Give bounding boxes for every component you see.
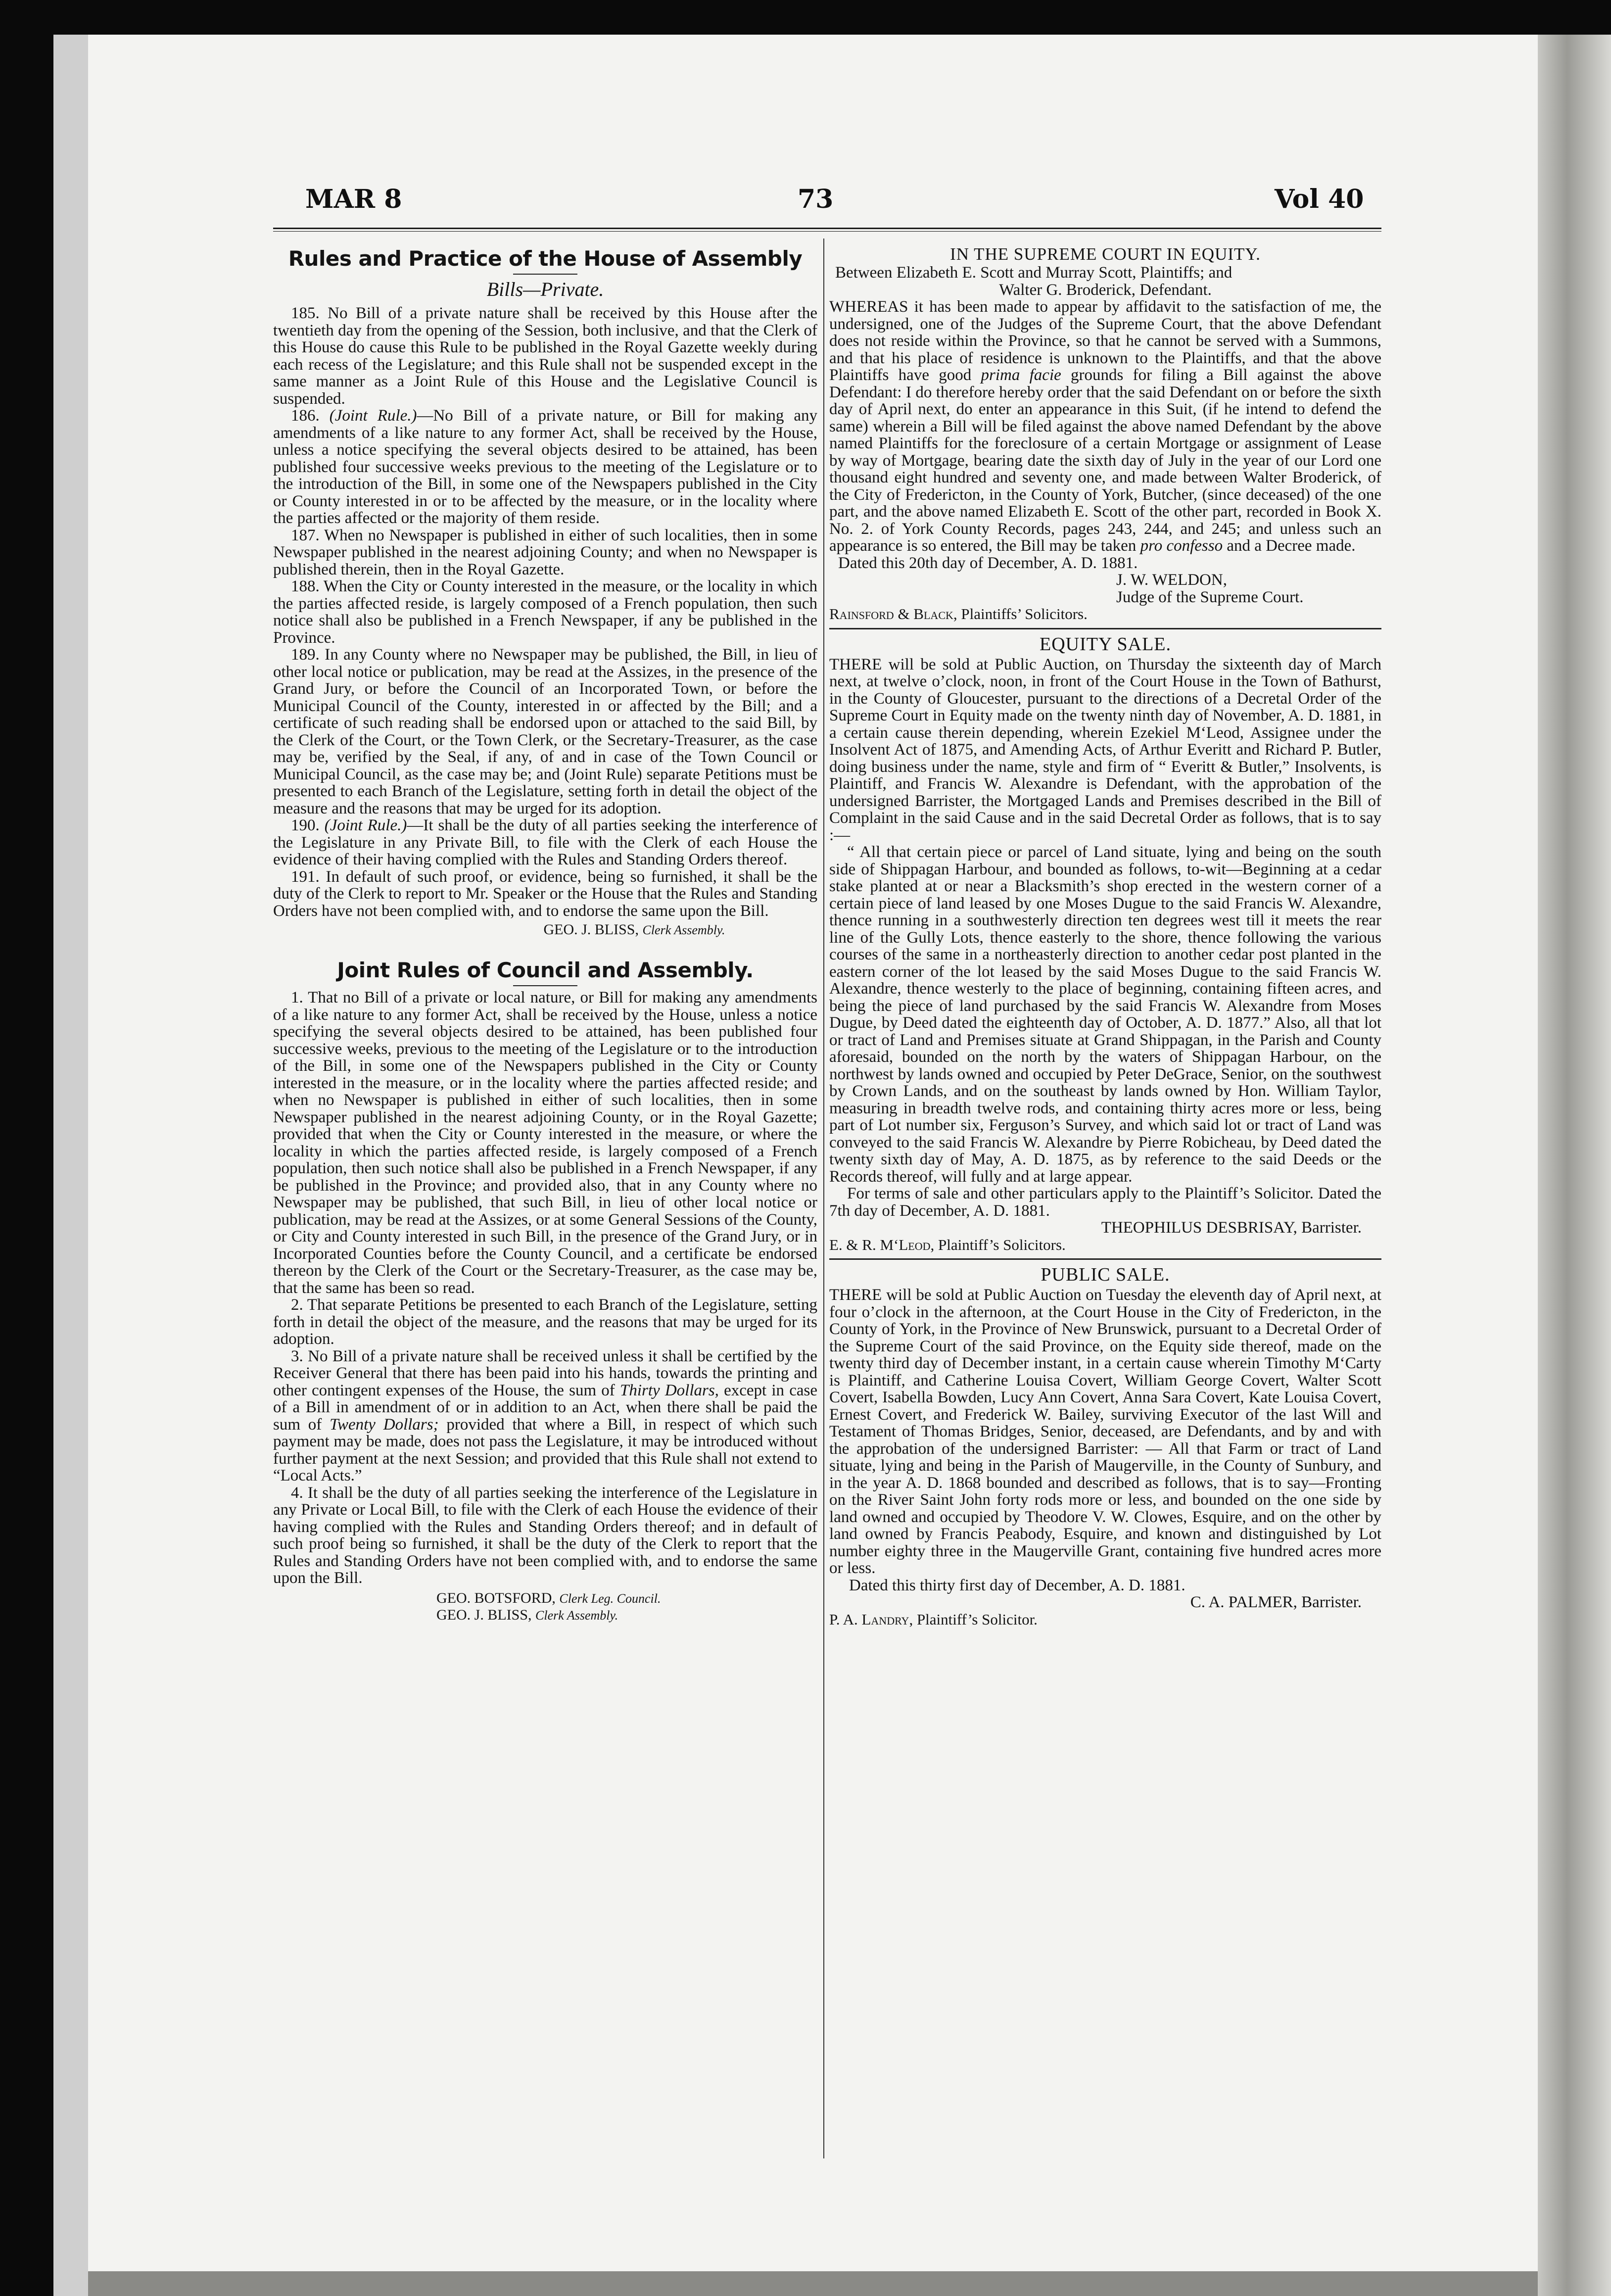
joint-rule-3 — [273, 1348, 817, 1484]
equity-notice-judge: J. W. WELDON, — [1116, 571, 1227, 589]
joint-rule-3-amount: Twenty Dollars; — [330, 1415, 439, 1434]
joint-title-divider — [513, 985, 577, 986]
equity-notice-parties: Between Elizabeth E. Scott and Murray Scott, Plaintiffs; and — [835, 264, 1232, 282]
joint-rule-1: 1. That no Bill of a private or local nature, or Bill for making any amendments of a like nature to any former Act, shall be received by the House, unless a notice specifying the several objects desired to be attained, has been published four successive weeks, previous to the meeting of the Legislature or to the introduction of the Bill, in some one of the Newspapers published in the City or County interested in the measure, or in the locality where the parties affected reside; and when no Newspaper is published in either of such localities, then in some Newspaper published in the nearest adjoining County, or in the Royal Gazette; provided that when the City or County interested in the measure, or where the locality in which the parties affected reside, is largely composed of a French population, then such notice shall also be published in a French Newspaper, if any be published in the Province; and provided also, that in any County where no Newspaper may be published, that such Bill, in lieu of other local notice or publication, may be read at the Assizes, or at some General Sessions of the County, or City and County interested in such Bill, in the presence of the Grand Jury, or in Incorporated Counties before the County Council, and a certificate be endorsed thereon by the Clerk of the Court or the Secretary-Treasurer, as the case may be, that the same has been so read. — [273, 989, 817, 1297]
scan-left-border — [0, 0, 53, 2296]
equity-sale-terms: For terms of sale and other particulars apply to the Plaintiff’s Solicitor. Dated the 7th day of December, A. D. 1881. — [829, 1185, 1381, 1220]
public-sale-body: THERE will be sold at Public Auction on Tuesday the eleventh day of April next, at four o’clock in the afternoon, at the Court House in the City of Fredericton, in the County of York, in the Province of New Brunswick, pursuant to a Decretal Order of the Supreme Court of the said Province, on the Equity side thereof, made on the twenty third day of December instant, in a certain cause wherein Timothy M‘Carty is Plaintiff, and Catherine Louisa Covert, William George Covert, Walter Scott Covert, Isabella Bowden, Lucy Ann Covert, Anna Sara Covert, Kate Louisa Covert, Ernest Covert, and Frederick W. Bailey, surviving Executor of the last Will and Testament of Thomas Bridges, Senior, deceased, are Defendants, and by and with the approbation of the undersigned Barrister: — All that Farm or tract of Land situate, lying and being in the Parish of Maugerville, in the County of Sunbury, and in the year A. D. 1868 bounded and described as follows, that is to say—Fronting on the River Saint John forty rods more or less, and bounded on the one side by land owned and occupied by Theodore V. W. Clowes, Esquire, and on the other by land owned by Francis Peabody, Esquire, and known and distinguished by Lot number eighty three in the Maugerville Grant, containing five hundred acres more or less. — [829, 1286, 1381, 1577]
left-column — [273, 246, 817, 2191]
rule-189: 189. In any County where no Newspaper may be published, the Bill, in lieu of other local notice or publication, may be read at the Assizes, in the presence of the Grand Jury, or before the Council of an Incorporated Town, or before the Municipal Council of the County, interested in or affected by the Bill; and a certificate of such reading shall be endorsed upon or attached to the said Bill, by the Clerk of the Court, or the Town Clerk, or the Secretary-Treasurer, as the case may be, verified by the Seal, if any, of and in case of the Town Council or Municipal Council, as the case may be; and (Joint Rule) separate Petitions must be presented to each Branch of the Legislature, setting forth in detail the object of the measure and the reasons that may be urged for its adoption. — [273, 646, 817, 817]
equity-sale-solicitors-name: E. & R. M‘Leod — [829, 1236, 931, 1253]
right-column — [829, 244, 1381, 2189]
equity-notice-body — [829, 298, 1381, 555]
public-sale-title: PUBLIC SALE. — [1041, 1264, 1170, 1285]
column-divider — [823, 239, 824, 2158]
equity-sale-description: “ All that certain piece or parcel of Land situate, lying and being on the south side of Shippagan Harbour, and bounded as follows, to-wit—Beginning at a cedar stake planted at or near a Blacksmith’s shop erected in the western corner of a certain piece of land leased by one Moses Dugue to the said Francis W. Alexandre, thence running in a southwesterly direction ten degrees west till it meets the rear line of the Gully Lots, thence easterly to the shore, thence following the various courses of the same in a northeasterly direction to another cedar post planted in the eastern corner of the lot leased by the said Moses Dugue to the said Francis W. Alexandre, thence westerly to the place of beginning, containing fifteen acres, and being the piece of land purchased by the said Francis W. Alexandre from Moses Dugue, by Deed dated the eighteenth day of October, A. D. 1877.” Also, all that lot or tract of Land and Premises situate at Grand Shippagan, in the Parish and County aforesaid, bounded on the north by the waters of Shippagan Harbour, on the northwest by lands owned and occupied by Peter DeGrace, Senior, on the southwest by Crown Lands, and on the southeast by lands owned by Hon. William Taylor, measuring in breadth twelve rods, and containing thirty acres more or less, being part of Lot number six, Ferguson’s Survey, and which said lot or tract of Land was conveyed to the said Francis W. Alexandre by Pierre Robicheau, by Deed dated the twenty sixth day of May, A. D. 1875, as by reference to the said Deeds or the Records thereof, will fully and at large appear. — [829, 843, 1381, 1186]
rules-signature-name: GEO. J. BLISS, — [543, 921, 643, 938]
rules-section-title: Rules and Practice of the House of Assembly — [288, 246, 803, 271]
joint-signature-assembly-title: Clerk Assembly. — [535, 1608, 618, 1623]
joint-rule-2: 2. That separate Petitions be presented to each Branch of the Legislature, setting forth in detail the object of the measure, and the reasons that may be urged for its adoption. — [273, 1296, 817, 1348]
scan-bottom-shadow — [88, 2271, 1538, 2296]
equity-sale-solicitors — [829, 1237, 1381, 1254]
rule-190-tag: (Joint Rule.) — [324, 816, 407, 834]
joint-rule-3-part: provided that where a Bill, in respect of which such payment may be made, does not pass the Legislature, it may be introduced without further payment at the next Session; and provided that this Rule shall not extend to “Local Acts.” — [273, 1415, 817, 1484]
equity-sale-body: THERE will be sold at Public Auction, on Thursday the sixteenth day of March next, at twelve o’clock, noon, in front of the Court House in the Town of Bathurst, in the County of Gloucester, pursuant to the directions of a Decretal Order of the Supreme Court in Equity made on the twenty ninth day of November, A. D. 1881, in a certain cause therein depending, wherein Ezekiel M‘Leod, Assignee under the Insolvent Act of 1875, and Amending Acts, of Arthur Everitt and Richard P. Butler, doing business under the name, style and firm of “ Everitt & Butler,” Insolvents, is Plaintiff, and Francis W. Alexandre is Defendant, with the approbation of the undersigned Barrister, the Mortgaged Lands and Premises described in the Bill of Complaint in the said Cause and in the said Decretal Order as follows, that is to say :— — [829, 655, 1381, 844]
joint-signature-assembly-name: GEO. J. BLISS, — [436, 1606, 536, 1623]
equity-notice-title: IN THE SUPREME COURT IN EQUITY. — [950, 244, 1261, 264]
rule-185: 185. No Bill of a private nature shall be received by this House after the twentieth day from the opening of the Session, both inclusive, and that the Clerk of this House do cause this Rule to be published in the Royal Gazette weekly during each recess of the Legislature; and this Rule shall not be suspended except in the same manner as a Joint Rule of this House and the Legislative Council is suspended. — [273, 304, 817, 408]
rule-186-tag: (Joint Rule.) — [329, 407, 417, 425]
scan-left-margin — [53, 35, 88, 2296]
joint-signature-council — [273, 1590, 817, 1607]
equity-sale-title: EQUITY SALE. — [1040, 633, 1171, 655]
equity-notice-solicitors-role: , Plaintiffs’ Solicitors. — [953, 605, 1088, 622]
public-sale-date: Dated this thirty first day of December, A. D. 1881. — [849, 1576, 1185, 1594]
joint-rule-3-part: except in case of a Bill in amendment of or in addition to an Act, when there shall be paid the sum of — [273, 1381, 817, 1434]
title-divider — [513, 274, 577, 275]
section-rule — [829, 628, 1381, 629]
rule-186-text: —No Bill of a private nature, or Bill for making any amendments of a like nature to any former Act, shall be received by the House, unless a notice specifying the several objects desired to be attained, has been published four successive weeks previous to the meeting of the Legislature or to the introduction of the Bill, in some one of the Newspapers published in the City or County interested in or to be affected by the measure, or in the locality where the parties affected or the majority of them reside. — [273, 407, 818, 527]
equity-notice-date: Dated this 20th day of December, A. D. 1881. — [838, 554, 1138, 572]
joint-rules-title: Joint Rules of Council and Assembly. — [337, 958, 754, 982]
rule-190 — [273, 817, 817, 868]
scan-top-border — [0, 0, 1611, 35]
rule-190-text: —It shall be the duty of all parties seeking the interference of the Legislature in any Private Bill, to file with the Clerk of each House the evidence of their having complied with the Rules and Standing Orders thereof. — [273, 816, 818, 868]
joint-rule-3-part: 3. No Bill of a private nature shall be received unless it shall be certified by the Receiver General that there has been paid into his hands, towards the printing and other contingent expenses of the House, the sum of — [273, 1347, 817, 1399]
equity-notice-text: grounds for filing a Bill against the above Defendant: I do therefore hereby order that the said Defendant on or before the sixth day of April next, do enter an appearance in this Suit, (if he intend to defend the same) wherein a Bill will be filed against the above named Defendant by the above named Plaintiffs for the foreclosure of a certain Mortgage or assignment of Lease by way of Mortgage, bearing date the sixth day of July in the year of our Lord one thousand eight hundred and seventy one, and made between Walter Broderick, of the City of Fredericton, in the County of York, Butcher, (since deceased) of the one part, and the above named Elizabeth E. Scott of the other part, recorded in Book X. No. 2. of York County Records, pages 243, 244, and 245; and unless such an appearance is so entered, the Bill may be taken — [829, 366, 1381, 555]
rule-186-number: 186. — [291, 407, 330, 425]
joint-rule-3-amount: Thirty Dollars, — [619, 1381, 719, 1399]
rules-subtitle: Bills—Private. — [486, 278, 604, 300]
public-sale-barrister: C. A. PALMER, Barrister. — [1190, 1593, 1362, 1611]
equity-sale-solicitors-role: , Plaintiff’s Solicitors. — [930, 1236, 1066, 1253]
page-number: 73 — [798, 184, 834, 214]
equity-notice-defendant: Walter G. Broderick, Defendant. — [999, 281, 1212, 299]
joint-rule-4: 4. It shall be the duty of all parties seeking the interference of the Legislature in any Private or Local Bill, to file with the Clerk of each House the evidence of their having complied with the Rules and Standing Orders thereof; and in default of such proof being so furnished, it shall be the duty of the Clerk to report that the Rules and Standing Orders have not been complied with, and to endorse the same upon the Bill. — [273, 1483, 817, 1587]
rule-188: 188. When the City or County interested in the measure, or the locality in which the parties affected reside, is largely composed of a French population, then such notice shall also be published in a French Newspaper, if any be published in the Province. — [273, 577, 817, 647]
equity-notice-solicitors — [829, 606, 1381, 623]
rule-187: 187. When no Newspaper is published in either of such localities, then in some Newspaper published in the nearest adjoining County; and when no Newspaper is published therein, then in the Royal Gazette. — [273, 526, 817, 578]
rules-signature — [273, 921, 817, 938]
equity-notice-solicitors-name: Rainsford & Black — [829, 605, 953, 622]
volume-number: Vol 40 — [1275, 184, 1364, 214]
equity-sale-barrister: THEOPHILUS DESBRISAY, Barrister. — [1101, 1219, 1362, 1237]
issue-date: MAR 8 — [305, 184, 402, 214]
section-rule — [829, 1258, 1381, 1260]
equity-notice-latin: pro confesso — [1140, 537, 1223, 555]
equity-notice-text: WHEREAS it has been made to appear by affidavit to the satisfaction of me, the undersigned, one of the Judges of the Supreme Court, that the above Defendant does not reside within the Province, so that he cannot be served with a Summons, and that his place of residence is unknown to the Plaintiffs, and that the above Plaintiffs have good — [829, 298, 1381, 384]
equity-notice-judge-title: Judge of the Supreme Court. — [1116, 588, 1304, 606]
header-rule-thin — [273, 231, 1381, 232]
public-sale-solicitor — [829, 1611, 1381, 1628]
page-edge-right — [1538, 35, 1611, 2296]
rule-190-number: 190. — [291, 816, 325, 834]
rule-191: 191. In default of such proof, or evidence, being so furnished, it shall be the duty of the Clerk to report to Mr. Speaker or the House that the Rules and Standing Orders have not been complied with, and to endorse the same upon the Bill. — [273, 867, 817, 920]
equity-notice-latin: prima facie — [981, 366, 1061, 384]
equity-notice-text: and a Decree made. — [1223, 537, 1356, 555]
joint-signature-assembly — [273, 1607, 817, 1624]
header-rule — [273, 228, 1381, 229]
rules-signature-title: Clerk Assembly. — [642, 923, 725, 937]
joint-signature-council-name: GEO. BOTSFORD, — [436, 1589, 560, 1606]
rule-186 — [273, 407, 817, 527]
joint-signature-council-title: Clerk Leg. Council. — [559, 1591, 661, 1606]
public-sale-solicitor-role: , Plaintiff’s Solicitor. — [909, 1610, 1038, 1628]
public-sale-solicitor-name: P. A. Landry — [829, 1610, 909, 1628]
